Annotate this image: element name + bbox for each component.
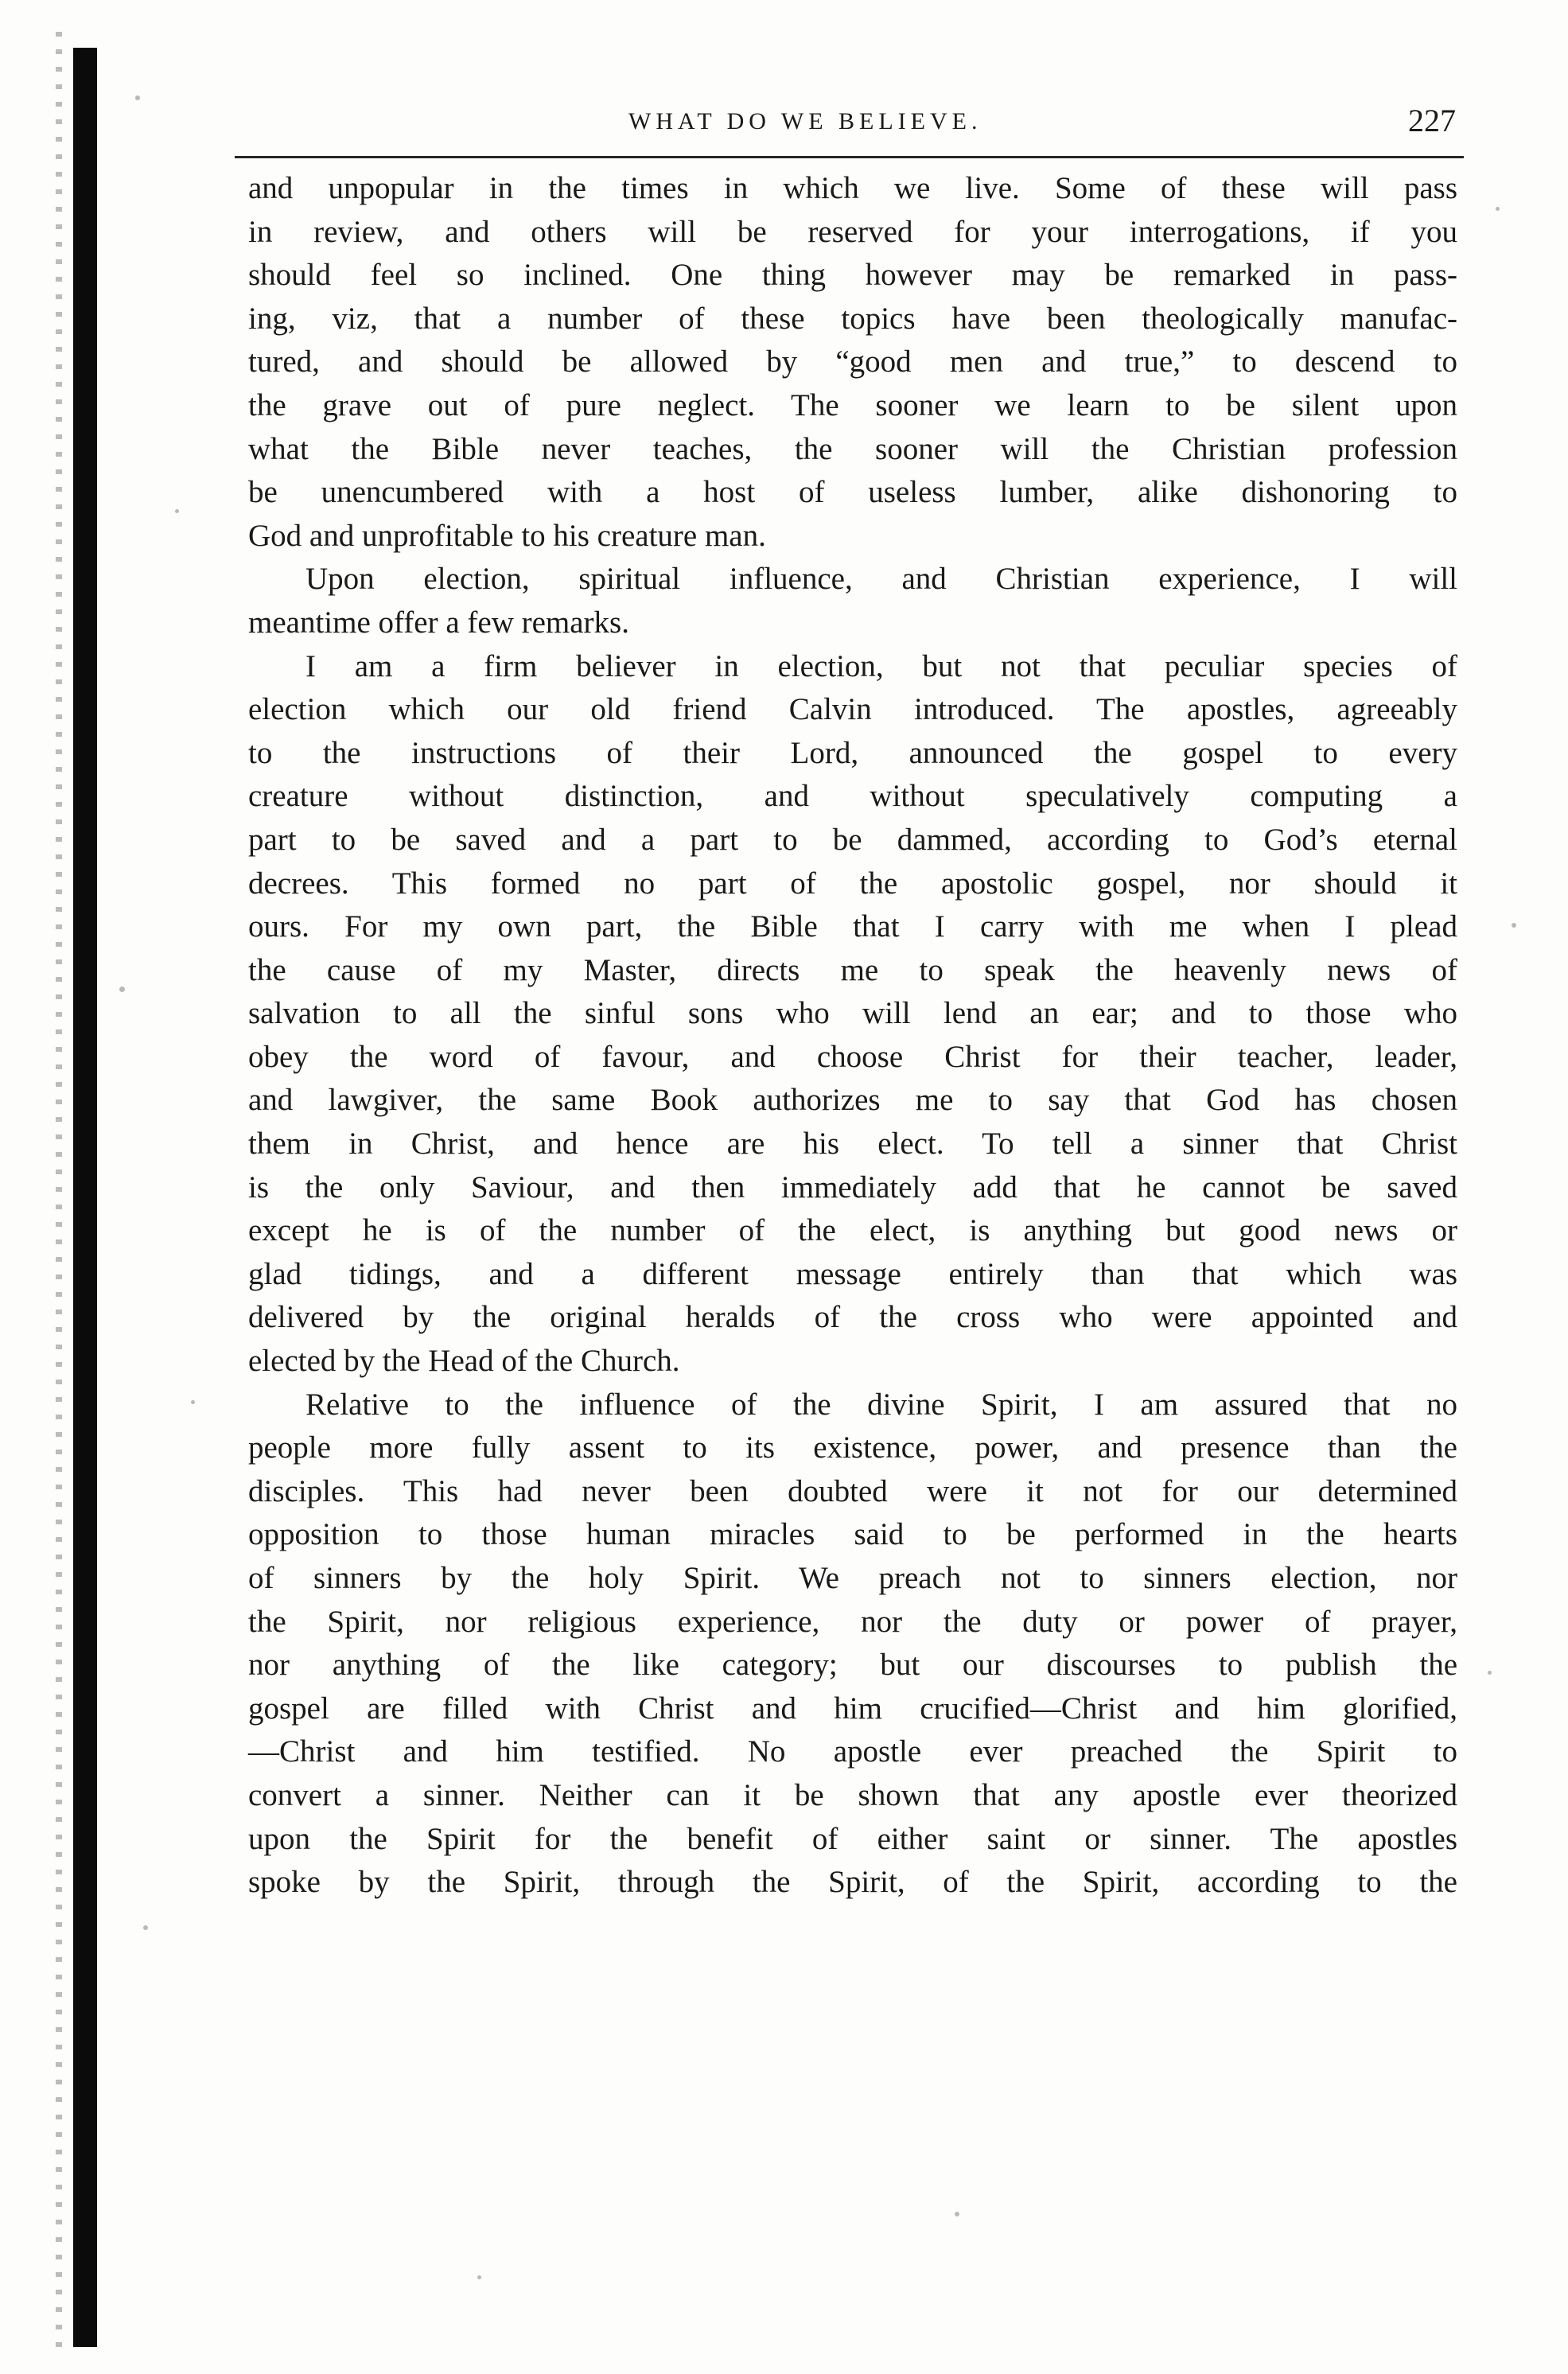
text-line: people more fully assent to its existence, power, and presence than the <box>248 1430 1457 1465</box>
text-line: ing, viz, that a number of these topics have been theologically manufac- <box>248 301 1457 336</box>
text-line: the grave out of pure neglect. The sooner we learn to be silent upon <box>248 387 1457 422</box>
page-number: 227 <box>1408 103 1456 138</box>
text-line: spoke by the Spirit, through the Spirit, of the Spirit, according to the <box>248 1865 1457 1900</box>
text-line: —Christ and him testified. No apostle ever preached the Spirit to <box>248 1734 1457 1769</box>
scan-speckle <box>191 1400 195 1404</box>
scan-speckle <box>477 2275 481 2279</box>
text-line: gospel are filled with Christ and him crucified—Christ and him glorified, <box>248 1691 1457 1726</box>
text-line: decrees. This formed no part of the apostolic gospel, nor should it <box>248 866 1457 901</box>
text-line: and lawgiver, the same Book authorizes me to say that God has chosen <box>248 1083 1457 1118</box>
text-line: them in Christ, and hence are his elect. To tell a sinner that Christ <box>248 1127 1457 1162</box>
text-line: meantime offer a few remarks. <box>248 605 629 640</box>
text-line: what the Bible never teaches, the sooner will the Christian profession <box>248 431 1457 466</box>
text-line: in review, and others will be reserved for your interrogations, if you <box>248 214 1457 249</box>
scan-speckle <box>1488 1671 1492 1675</box>
scan-speckle <box>955 2212 959 2216</box>
scan-speckle <box>175 509 179 513</box>
paragraph-start-line: Upon election, spiritual influence, and Christian experience, I will <box>305 562 1457 597</box>
text-line: the cause of my Master, directs me to speak the heavenly news of <box>248 952 1457 987</box>
text-line: nor anything of the like category; but our discourses to publish the <box>248 1648 1457 1683</box>
text-line: delivered by the original heralds of the cross who were appointed and <box>248 1300 1457 1335</box>
text-line: election which our old friend Calvin introduced. The apostles, agreeably <box>248 692 1457 727</box>
binding-shadow <box>56 32 62 2355</box>
text-line: the Spirit, nor religious experience, nor the duty or power of prayer, <box>248 1604 1457 1639</box>
text-line: God and unprofitable to his creature man. <box>248 518 766 553</box>
text-line: elected by the Head of the Church. <box>248 1344 680 1379</box>
binding-edge <box>73 48 97 2347</box>
text-line: be unencumbered with a host of useless lumber, alike dishonoring to <box>248 475 1457 510</box>
scan-speckle <box>1496 207 1500 211</box>
text-line: obey the word of favour, and choose Christ for their teacher, leader, <box>248 1039 1457 1074</box>
text-line: to the instructions of their Lord, announced the gospel to every <box>248 735 1457 770</box>
running-title: WHAT DO WE BELIEVE. <box>628 108 982 134</box>
scan-speckle <box>135 95 140 100</box>
text-line: disciples. This had never been doubted were it not for our determined <box>248 1473 1457 1508</box>
text-line: upon the Spirit for the benefit of either saint or sinner. The apostles <box>248 1821 1457 1856</box>
text-line: part to be saved and a part to be dammed, according to God’s eternal <box>248 822 1457 857</box>
text-line: convert a sinner. Neither can it be shown that any apostle ever theorized <box>248 1777 1457 1812</box>
paragraph-start-line: I am a firm believer in election, but not that peculiar species of <box>305 648 1457 683</box>
text-line: and unpopular in the times in which we live. Some of these will pass <box>248 171 1457 205</box>
scan-speckle <box>119 987 125 992</box>
text-line: opposition to those human miracles said to be performed in the hearts <box>248 1517 1457 1552</box>
text-line: glad tidings, and a different message entirely than that which was <box>248 1256 1457 1291</box>
text-line: salvation to all the sinful sons who will lend an ear; and to those who <box>248 996 1457 1031</box>
text-line: tured, and should be allowed by “good men and true,” to descend to <box>248 344 1457 379</box>
text-line: except he is of the number of the elect, is anything but good news or <box>248 1213 1457 1248</box>
paragraph-start-line: Relative to the influence of the divine Spirit, I am assured that no <box>305 1387 1457 1422</box>
header-rule <box>235 156 1464 158</box>
text-line: of sinners by the holy Spirit. We preach not to sinners election, nor <box>248 1561 1457 1595</box>
page-header <box>239 102 1456 150</box>
text-line: creature without distinction, and without speculatively computing a <box>248 779 1457 814</box>
text-line: ours. For my own part, the Bible that I carry with me when I plead <box>248 909 1457 944</box>
scan-speckle <box>1512 923 1516 928</box>
scan-speckle <box>143 1925 148 1930</box>
body-text <box>248 167 1457 1905</box>
text-line: is the only Saviour, and then immediately add that he cannot be saved <box>248 1169 1457 1205</box>
text-line: should feel so inclined. One thing however may be remarked in pass- <box>248 258 1457 293</box>
